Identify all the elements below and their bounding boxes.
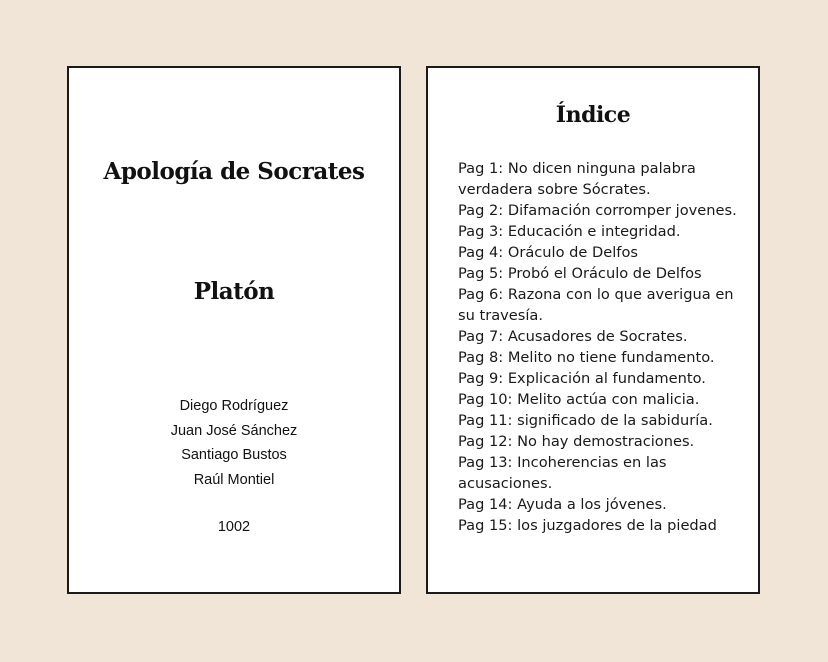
toc-entry: Pag 2: Difamación corromper jovenes. [458,202,737,219]
toc-entry: Pag 4: Oráculo de Delfos [458,244,638,261]
student-name: Raúl Montiel [193,472,275,489]
toc-entry: Pag 10: Melito actúa con malicia. [458,391,700,408]
toc-entry: Pag 15: los juzgadores de la piedad [458,517,717,534]
book-title: Apología de Socrates [103,158,365,185]
table-of-contents [458,158,742,536]
student-name: Santiago Bustos [181,447,287,464]
toc-entry: Pag 6: Razona con lo que averigua en su travesía. [458,286,734,324]
book-author: Platón [193,278,275,305]
index-title: Índice [555,102,631,128]
student-list [69,394,399,493]
toc-entry: Pag 3: Educación e integridad. [458,223,681,240]
toc-entry: Pag 11: significado de la sabiduría. [458,412,713,429]
toc-entry: Pag 13: Incoherencias en las acusaciones. [458,454,667,492]
toc-entry: Pag 8: Melito no tiene fundamento. [458,349,715,366]
toc-entry: Pag 7: Acusadores de Socrates. [458,328,688,345]
cover-page [67,66,401,594]
toc-entry: Pag 12: No hay demostraciones. [458,433,695,450]
student-name: Juan José Sánchez [170,422,298,439]
toc-entry: Pag 9: Explicación al fundamento. [458,370,706,387]
group-code: 1002 [217,519,251,535]
student-name: Diego Rodríguez [179,398,289,414]
toc-entry: Pag 5: Probó el Oráculo de Delfos [458,265,702,282]
toc-entry: Pag 1: No dicen ninguna palabra verdadera sobre Sócrates. [458,160,696,198]
toc-entry: Pag 14: Ayuda a los jóvenes. [458,496,667,513]
index-page [426,66,760,594]
